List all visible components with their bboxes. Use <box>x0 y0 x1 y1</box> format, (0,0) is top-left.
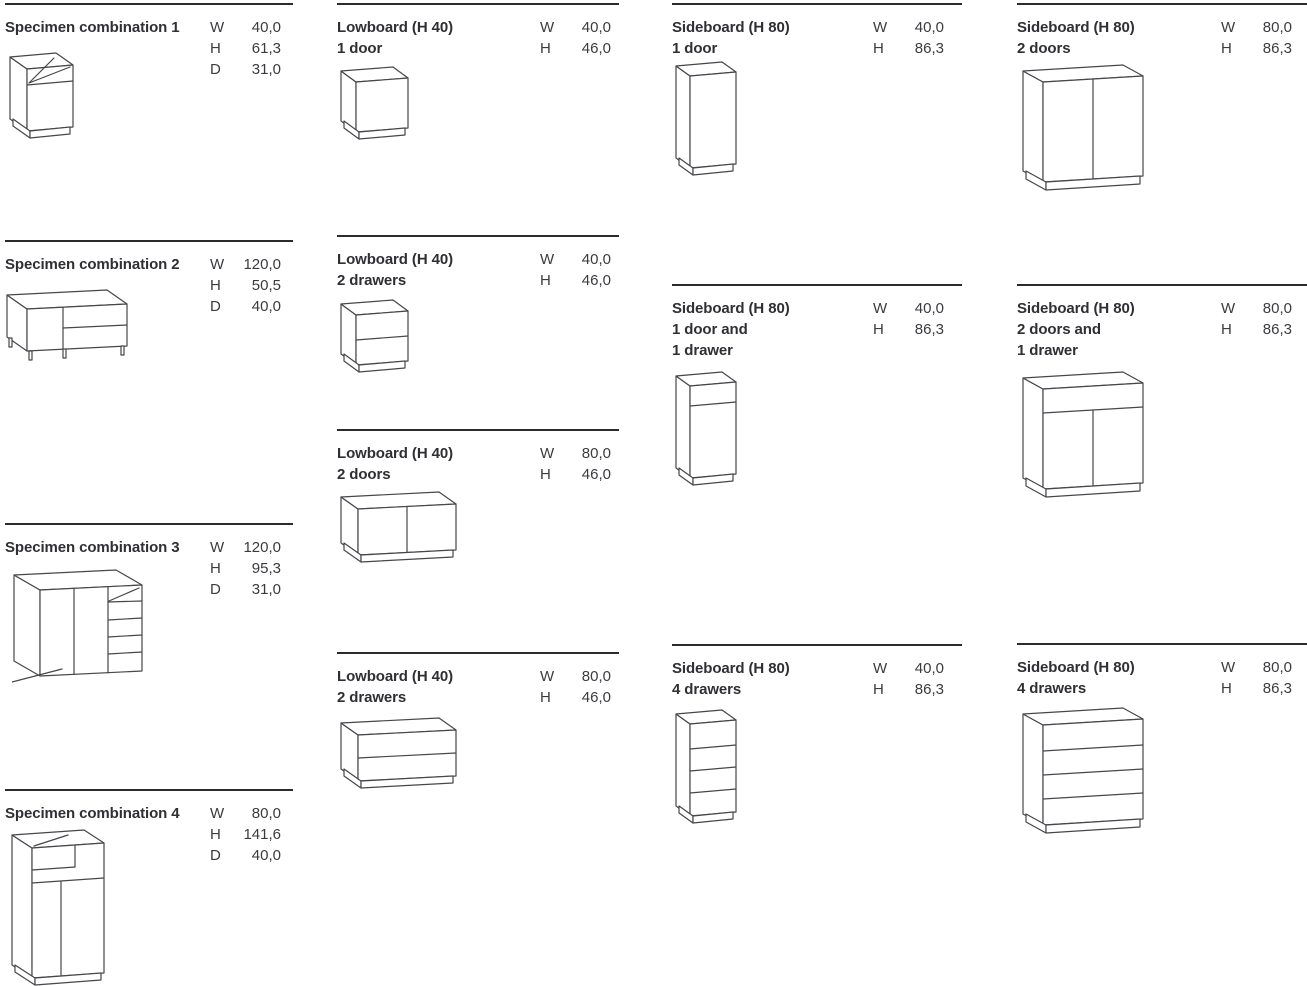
dimension-value: 40,0 <box>914 660 944 677</box>
dimension-label: W <box>1221 659 1236 676</box>
product-title-line: 1 drawer <box>1017 342 1078 359</box>
dimension-row <box>540 687 611 708</box>
dimension-value: 40,0 <box>581 19 611 36</box>
dimension-value: 31,0 <box>251 61 281 78</box>
product-title-line: Sideboard (H 80) <box>672 300 790 317</box>
product-title-line: 2 drawers <box>337 272 407 289</box>
product-title-line: Lowboard (H 40) <box>337 19 454 36</box>
dimension-value: 31,0 <box>251 581 281 598</box>
dimension-value: 46,0 <box>581 272 611 289</box>
product-title-line: 1 door and <box>672 321 748 338</box>
dimension-label: D <box>210 298 221 315</box>
dimension-value: 86,3 <box>1262 680 1292 697</box>
dimension-label: W <box>540 251 555 268</box>
product-title-line: Lowboard (H 40) <box>337 251 454 268</box>
sideboard-2-doors-1-drawer-drawing <box>1021 370 1147 502</box>
dimension-value: 46,0 <box>581 466 611 483</box>
product-title-line: Sideboard (H 80) <box>672 19 790 36</box>
dimension-row <box>540 17 611 38</box>
product-title-line: 1 door <box>672 40 718 57</box>
dimension-row <box>210 579 281 600</box>
product-title-line: Specimen combination 4 <box>5 805 180 822</box>
dimensions-table <box>540 249 611 291</box>
dimension-value: 46,0 <box>581 40 611 57</box>
specimen-combination-4-drawing <box>10 828 110 986</box>
card-specimen-combination-3 <box>5 523 293 786</box>
dimension-label: W <box>1221 19 1236 36</box>
lowboard-2-drawers-40-drawing <box>339 298 415 378</box>
specimen-combination-3-drawing <box>12 568 150 684</box>
product-title-line: Lowboard (H 40) <box>337 445 454 462</box>
dimension-value: 80,0 <box>1262 659 1292 676</box>
dimension-value: 80,0 <box>1262 19 1292 36</box>
dimension-value: 80,0 <box>1262 300 1292 317</box>
dimension-value: 141,6 <box>243 826 281 843</box>
dimension-value: 50,5 <box>251 277 281 294</box>
dimensions-table <box>210 17 281 80</box>
dimension-value: 95,3 <box>251 560 281 577</box>
dimension-label: W <box>873 300 888 317</box>
product-title-line: Sideboard (H 80) <box>672 660 790 677</box>
card-sideboard-1-door <box>672 3 962 283</box>
card-sideboard-1-door-1-drawer <box>672 284 962 644</box>
dimension-value: 80,0 <box>581 668 611 685</box>
product-title-line: 2 drawers <box>337 689 407 706</box>
dimension-row <box>1221 678 1292 699</box>
product-title-line: 1 door <box>337 40 383 57</box>
dimension-label: W <box>540 668 555 685</box>
dimension-label: W <box>540 445 555 462</box>
dimension-label: D <box>210 61 221 78</box>
dimension-label: H <box>873 681 884 698</box>
product-title-line: Sideboard (H 80) <box>1017 300 1135 317</box>
dimension-row <box>540 666 611 687</box>
dimension-label: W <box>1221 300 1236 317</box>
dimension-value: 40,0 <box>581 251 611 268</box>
dimension-row <box>873 319 944 340</box>
dimension-label: H <box>1221 40 1232 57</box>
dimension-label: H <box>210 40 221 57</box>
dimension-row <box>1221 657 1292 678</box>
dimension-row <box>873 658 944 679</box>
dimension-label: W <box>873 19 888 36</box>
dimension-label: H <box>1221 680 1232 697</box>
card-sideboard-2-doors <box>1017 3 1307 283</box>
product-title-line: 1 drawer <box>672 342 733 359</box>
dimension-label: W <box>210 539 225 556</box>
dimension-row <box>1221 298 1292 319</box>
product-title-line: Specimen combination 3 <box>5 539 180 556</box>
dimensions-table <box>540 443 611 485</box>
dimension-label: H <box>540 272 551 289</box>
product-title-line: 4 drawers <box>672 681 742 698</box>
product-title-line: Sideboard (H 80) <box>1017 659 1135 676</box>
dimension-row <box>540 249 611 270</box>
dimension-label: H <box>210 560 221 577</box>
sideboard-2-doors-drawing <box>1021 63 1147 195</box>
dimension-row <box>540 443 611 464</box>
dimension-label: D <box>210 581 221 598</box>
dimensions-table <box>540 17 611 59</box>
dimensions-table <box>1221 298 1292 340</box>
product-title-line: 2 doors and <box>1017 321 1101 338</box>
dimension-value: 120,0 <box>243 256 281 273</box>
dimension-row <box>210 38 281 59</box>
dimension-value: 40,0 <box>251 19 281 36</box>
dimension-row <box>540 38 611 59</box>
card-lowboard-2-drawers-40 <box>337 235 619 430</box>
dimension-label: W <box>540 19 555 36</box>
dimension-row <box>210 845 281 866</box>
dimension-label: W <box>210 256 225 273</box>
dimension-row <box>873 17 944 38</box>
sideboard-1-door-drawing <box>674 60 740 180</box>
dimension-value: 120,0 <box>243 539 281 556</box>
dimension-label: D <box>210 847 221 864</box>
dimension-value: 80,0 <box>581 445 611 462</box>
sideboard-4-drawers-40-drawing <box>674 708 740 828</box>
dimension-label: W <box>210 19 225 36</box>
dimension-row <box>1221 17 1292 38</box>
dimension-label: H <box>1221 321 1232 338</box>
dimension-label: H <box>873 40 884 57</box>
dimension-row <box>210 558 281 579</box>
sideboard-1-door-1-drawer-drawing <box>674 370 740 490</box>
card-lowboard-2-doors <box>337 429 619 652</box>
lowboard-1-door-drawing <box>339 65 415 145</box>
dimension-value: 40,0 <box>251 847 281 864</box>
product-title-line: Specimen combination 1 <box>5 19 180 36</box>
dimension-row <box>210 803 281 824</box>
card-specimen-combination-4 <box>5 789 293 986</box>
dimension-row <box>873 298 944 319</box>
dimension-value: 86,3 <box>1262 321 1292 338</box>
lowboard-2-doors-drawing <box>339 490 461 568</box>
dimension-value: 86,3 <box>914 681 944 698</box>
dimensions-table <box>873 17 944 59</box>
dimensions-table <box>873 298 944 340</box>
dimension-label: W <box>210 805 225 822</box>
card-lowboard-1-door <box>337 3 619 233</box>
dimension-row <box>873 679 944 700</box>
dimension-row <box>1221 319 1292 340</box>
dimension-row <box>873 38 944 59</box>
product-title-line: 2 doors <box>337 466 391 483</box>
dimensions-table <box>540 666 611 708</box>
dimension-label: W <box>873 660 888 677</box>
dimension-value: 40,0 <box>914 300 944 317</box>
specimen-combination-1-drawing <box>8 51 80 143</box>
dimension-label: H <box>210 826 221 843</box>
dimension-row <box>1221 38 1292 59</box>
dimension-row <box>210 824 281 845</box>
dimension-value: 40,0 <box>251 298 281 315</box>
card-specimen-combination-1 <box>5 3 293 238</box>
card-sideboard-4-drawers-80 <box>1017 643 1307 986</box>
product-title-line: Specimen combination 2 <box>5 256 180 273</box>
dimension-row <box>210 296 281 317</box>
dimension-row <box>210 537 281 558</box>
dimension-value: 86,3 <box>914 40 944 57</box>
specimen-combination-2-drawing <box>5 288 133 364</box>
product-title-line: 2 doors <box>1017 40 1071 57</box>
dimension-label: H <box>540 40 551 57</box>
lowboard-2-drawers-80-drawing <box>339 716 461 794</box>
dimension-value: 40,0 <box>914 19 944 36</box>
dimension-label: H <box>540 689 551 706</box>
card-lowboard-2-drawers-80 <box>337 652 619 852</box>
dimensions-table <box>1221 657 1292 699</box>
dimensions-table <box>210 537 281 600</box>
dimension-label: H <box>873 321 884 338</box>
product-title-line: Sideboard (H 80) <box>1017 19 1135 36</box>
dimension-row <box>210 254 281 275</box>
card-specimen-combination-2 <box>5 240 293 520</box>
dimensions-table <box>210 254 281 317</box>
dimension-value: 80,0 <box>251 805 281 822</box>
dimension-label: H <box>210 277 221 294</box>
sideboard-4-drawers-80-drawing <box>1021 706 1147 838</box>
dimension-label: H <box>540 466 551 483</box>
dimension-value: 61,3 <box>251 40 281 57</box>
dimension-value: 46,0 <box>581 689 611 706</box>
dimensions-table <box>1221 17 1292 59</box>
dimension-row <box>540 270 611 291</box>
dimensions-table <box>210 803 281 866</box>
dimensions-table <box>873 658 944 700</box>
dimension-value: 86,3 <box>1262 40 1292 57</box>
dimension-row <box>540 464 611 485</box>
card-sideboard-2-doors-1-drawer <box>1017 284 1307 643</box>
dimension-value: 86,3 <box>914 321 944 338</box>
dimension-row <box>210 17 281 38</box>
product-title-line: 4 drawers <box>1017 680 1087 697</box>
dimension-row <box>210 59 281 80</box>
dimension-row <box>210 275 281 296</box>
card-sideboard-4-drawers-40 <box>672 644 962 986</box>
product-title-line: Lowboard (H 40) <box>337 668 454 685</box>
